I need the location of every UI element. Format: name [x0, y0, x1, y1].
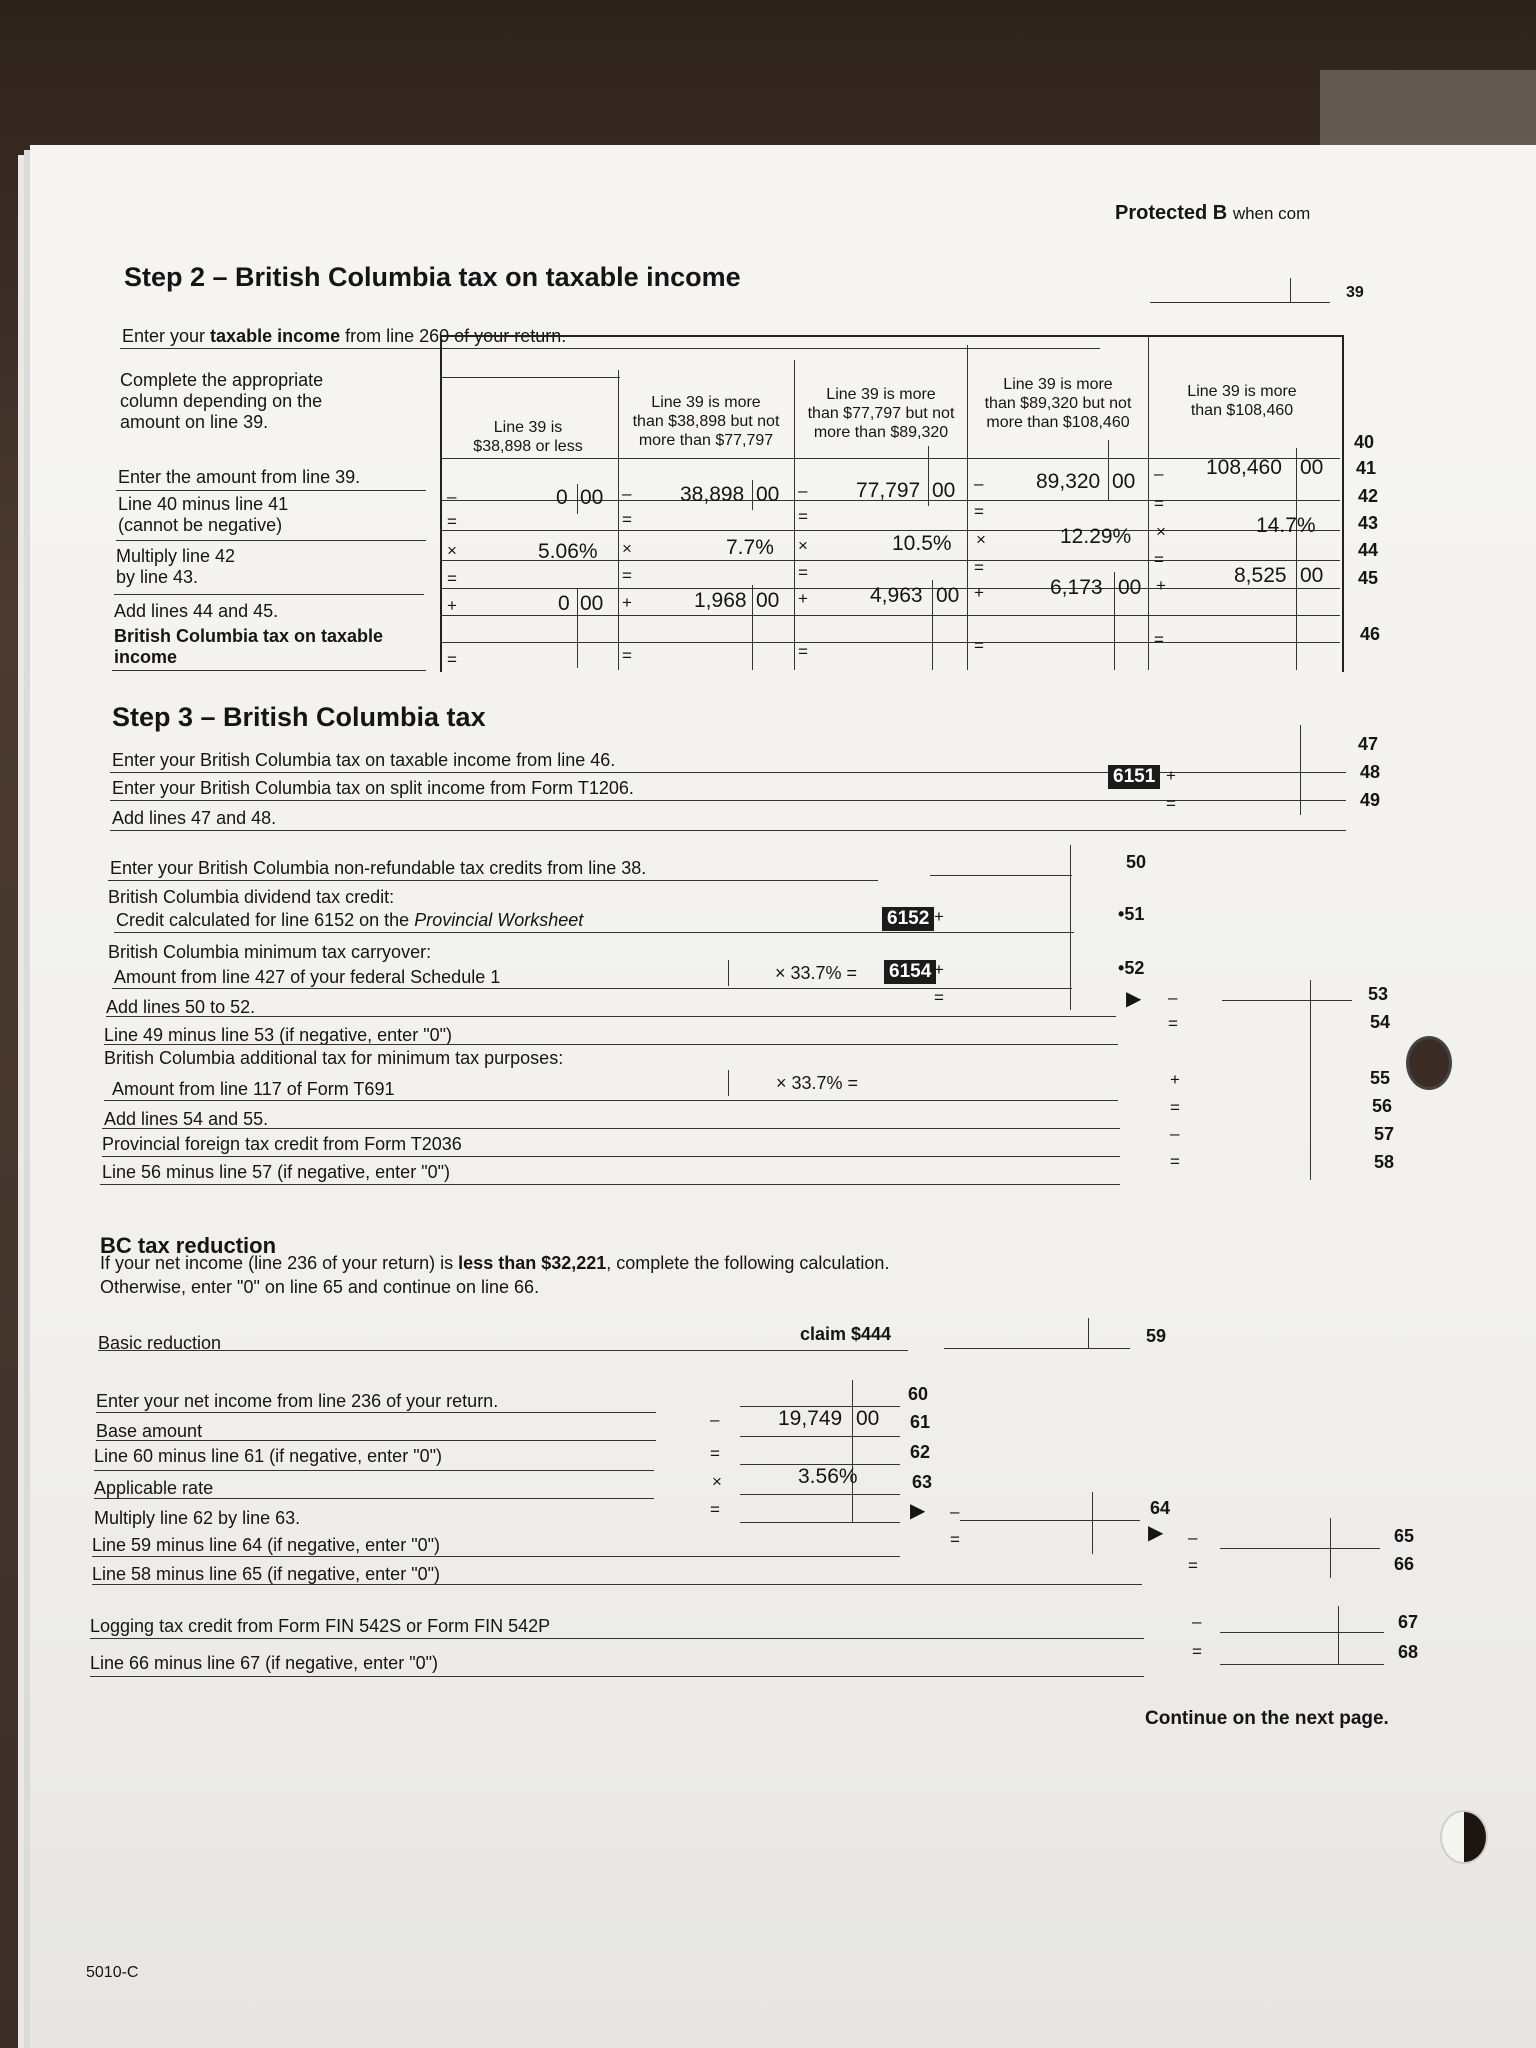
rule	[102, 1128, 1120, 1129]
base-tax-cents: 00	[756, 589, 780, 612]
base-tax-cents: 00	[936, 584, 960, 607]
line-55-label: Amount from line 117 of Form T691	[112, 1079, 395, 1099]
col-divider	[618, 370, 619, 670]
line-number-52: •52	[1118, 958, 1145, 978]
rule	[94, 1498, 654, 1499]
cents-divider	[1300, 725, 1301, 815]
equals-symbol: =	[447, 512, 457, 531]
rule	[440, 458, 1340, 459]
step2-instruction: Complete the appropriate column depending on the amount on line 39.	[120, 370, 324, 432]
minus-symbol: –	[1154, 464, 1164, 483]
cents-divider	[577, 588, 578, 668]
base-tax-cents: 00	[1300, 564, 1324, 587]
rule	[100, 1184, 1120, 1185]
field-59-rule	[944, 1348, 1130, 1349]
rule	[116, 540, 426, 541]
line-48-label: Enter your British Columbia tax on split income from Form T1206.	[112, 778, 634, 798]
field-39-rule	[1150, 302, 1330, 303]
column-divider	[1070, 845, 1071, 1010]
rule	[440, 530, 1340, 531]
line-number-53: 53	[1368, 984, 1389, 1004]
line-66-label: Line 58 minus line 65 (if negative, enter "0")	[92, 1564, 440, 1584]
threshold-value: 77,797	[856, 479, 921, 502]
minus-symbol: –	[1168, 988, 1178, 1007]
cents-divider	[1338, 1606, 1339, 1664]
rule	[96, 1412, 656, 1413]
claim-444: claim $444	[800, 1324, 892, 1344]
line-50-label: Enter your British Columbia non-refundable tax credits from line 38.	[110, 858, 647, 878]
times-symbol: ×	[622, 539, 632, 558]
base-tax-value: 1,968	[694, 589, 747, 612]
minus-symbol: –	[950, 1502, 960, 1521]
continue-next-page: Continue on the next page.	[1145, 1708, 1389, 1729]
equals-symbol: =	[974, 636, 984, 655]
step3-title: Step 3 – British Columbia tax	[112, 702, 486, 732]
minus-symbol: –	[974, 474, 984, 493]
cents-divider	[1296, 448, 1297, 670]
col-divider	[794, 360, 795, 670]
col-header-2: Line 39 is more than $38,898 but not more than $77,797	[632, 394, 780, 449]
cents-divider	[752, 585, 753, 670]
threshold-value: 89,320	[1036, 470, 1101, 493]
times-symbol: ×	[712, 1472, 722, 1491]
base-amount-value: 19,749	[778, 1407, 843, 1430]
line-68-label: Line 66 minus line 67 (if negative, enter "0")	[90, 1653, 438, 1673]
line-54-label: Line 49 minus line 53 (if negative, enter "0")	[104, 1025, 452, 1045]
rate-value: 7.7%	[726, 536, 774, 559]
line-number-49: 49	[1360, 790, 1381, 810]
threshold-cents: 00	[1300, 456, 1324, 479]
threshold-value: 0	[556, 486, 568, 509]
rule	[102, 1156, 1120, 1157]
line-55-heading: British Columbia additional tax for minimum tax purposes:	[104, 1048, 564, 1068]
plus-symbol: +	[974, 583, 984, 602]
equals-symbol: =	[622, 510, 632, 529]
line-number-50: 50	[1126, 852, 1147, 872]
cents-divider	[577, 484, 578, 514]
equals-symbol: =	[974, 502, 984, 521]
rule	[116, 490, 426, 491]
plus-symbol: +	[798, 589, 808, 608]
equals-symbol: =	[1188, 1556, 1198, 1575]
line-65-label: Line 59 minus line 64 (if negative, enter "0")	[92, 1535, 440, 1555]
line-number-48: 48	[1360, 762, 1381, 782]
cents-divider	[1092, 1492, 1093, 1554]
equals-symbol: =	[622, 566, 632, 585]
step2-intro: Enter your taxable income from line 260 of your return.	[122, 326, 567, 346]
plus-symbol: +	[622, 593, 632, 612]
cents-divider	[852, 1380, 853, 1522]
minus-symbol: –	[622, 484, 632, 503]
equals-symbol: =	[798, 507, 808, 526]
line-47-label: Enter your British Columbia tax on taxable income from line 46.	[112, 750, 616, 770]
times-symbol: ×	[798, 536, 808, 555]
cents-divider	[1108, 440, 1109, 500]
multiplier-33-7: × 33.7% =	[775, 963, 858, 983]
rule	[740, 1436, 900, 1437]
rule	[440, 377, 620, 378]
row-label-41: Line 40 minus line 41 (cannot be negative)	[118, 494, 289, 535]
field-divider	[728, 1070, 729, 1096]
line-number-57: 57	[1374, 1124, 1395, 1144]
base-tax-value: 0	[558, 592, 570, 615]
rule	[90, 1676, 1144, 1677]
rate-value: 10.5%	[892, 532, 952, 555]
line-52-heading: British Columbia minimum tax carryover:	[108, 942, 432, 962]
multiplier-33-7: × 33.7% =	[776, 1073, 859, 1093]
equals-symbol: =	[798, 642, 808, 661]
binder-hole	[1406, 1036, 1452, 1090]
equals-symbol: =	[1170, 1152, 1180, 1171]
times-symbol: ×	[447, 541, 457, 560]
minus-symbol: –	[1170, 1124, 1180, 1143]
minus-symbol: –	[710, 1410, 720, 1429]
equals-symbol: =	[1192, 1642, 1202, 1661]
rule	[112, 670, 426, 671]
cents-divider	[932, 580, 933, 670]
line-number-58: 58	[1374, 1152, 1395, 1172]
threshold-cents: 00	[580, 486, 604, 509]
line-52-label: Amount from line 427 of your federal Schedule 1	[114, 967, 501, 987]
row-label-42: Multiply line 42 by line 43.	[116, 546, 236, 587]
rule	[112, 988, 1072, 989]
line-number-51: •51	[1118, 904, 1145, 924]
line-56-label: Add lines 54 and 55.	[104, 1109, 269, 1129]
times-symbol: ×	[1156, 522, 1166, 541]
line-number-62: 62	[910, 1442, 931, 1462]
line-64-label: Multiply line 62 by line 63.	[94, 1508, 301, 1528]
arrow-right-icon: ▶	[1126, 988, 1142, 1010]
equals-symbol: =	[1154, 550, 1164, 569]
threshold-cents: 00	[932, 479, 956, 502]
rule	[1220, 1632, 1384, 1633]
cents-divider	[928, 446, 929, 506]
equals-symbol: =	[1154, 494, 1164, 513]
base-tax-value: 6,173	[1050, 576, 1103, 599]
reduction-intro: If your net income (line 236 of your return) is less than $32,221, complete the following calculation.	[100, 1253, 890, 1273]
rule	[1220, 1664, 1384, 1665]
cents-divider	[1310, 980, 1311, 1180]
cents-divider	[1330, 1518, 1331, 1578]
base-tax-cents: 00	[580, 592, 604, 615]
base-amount-cents: 00	[856, 1407, 880, 1430]
equals-symbol: =	[622, 646, 632, 665]
line-number-46: 46	[1360, 624, 1381, 644]
line-number-68: 68	[1398, 1642, 1419, 1662]
field-divider	[728, 960, 729, 986]
line-number-45: 45	[1358, 568, 1379, 588]
equals-symbol: =	[950, 1530, 960, 1549]
times-symbol: ×	[976, 530, 986, 549]
line-60-label: Enter your net income from line 236 of your return.	[96, 1391, 499, 1411]
threshold-value: 38,898	[680, 483, 745, 506]
plus-symbol: +	[1170, 1070, 1180, 1089]
rule	[440, 642, 1340, 643]
equals-symbol: =	[1168, 1014, 1178, 1033]
rule	[92, 1584, 1142, 1585]
rule	[740, 1494, 900, 1495]
minus-symbol: –	[447, 487, 457, 506]
plus-symbol: +	[934, 960, 944, 979]
minus-symbol: –	[798, 481, 808, 500]
rate-value: 12.29%	[1060, 525, 1132, 548]
rule	[114, 594, 424, 595]
rate-value: 5.06%	[538, 540, 598, 563]
line-number-59: 59	[1146, 1326, 1167, 1346]
line-number-65: 65	[1394, 1526, 1415, 1546]
line-number-56: 56	[1372, 1096, 1393, 1116]
rule	[96, 1440, 656, 1441]
minus-symbol: –	[1188, 1528, 1198, 1547]
line-number-66: 66	[1394, 1554, 1415, 1574]
line-53-label: Add lines 50 to 52.	[106, 997, 256, 1017]
line-number-60: 60	[908, 1384, 929, 1404]
plus-symbol: +	[934, 907, 944, 926]
row-label-46: British Columbia tax on taxable income	[114, 626, 384, 667]
rule	[1220, 1548, 1380, 1549]
rule	[440, 615, 1340, 616]
equals-symbol: =	[1166, 794, 1176, 813]
line-number-42: 42	[1358, 486, 1379, 506]
col-header-4: Line 39 is more than $89,320 but not more than $108,460	[984, 376, 1132, 431]
col-header-3: Line 39 is more than $77,797 but not more than $89,320	[807, 386, 955, 441]
line-number-54: 54	[1370, 1012, 1391, 1032]
code-6151: 6151	[1108, 765, 1160, 789]
binder-hole	[1440, 1810, 1488, 1864]
threshold-cents: 00	[756, 483, 780, 506]
base-tax-value: 8,525	[1234, 564, 1287, 587]
line-number-44: 44	[1358, 540, 1379, 560]
line-number-43: 43	[1358, 513, 1379, 533]
arrow-right-icon: ▶	[910, 1500, 926, 1522]
cents-divider	[1114, 572, 1115, 670]
line-67-label: Logging tax credit from Form FIN 542S or Form FIN 542P	[90, 1616, 551, 1636]
field-50-rule	[930, 875, 1072, 876]
line-57-label: Provincial foreign tax credit from Form T2036	[102, 1134, 462, 1154]
rate-value: 14.7%	[1256, 514, 1316, 537]
line-61-label: Base amount	[96, 1421, 203, 1441]
basic-reduction-label: Basic reduction	[98, 1333, 222, 1353]
rule	[110, 800, 1346, 801]
col-divider	[1148, 335, 1149, 670]
line-number-41: 41	[1356, 458, 1377, 478]
col-header-1: Line 39 is $38,898 or less	[473, 419, 583, 455]
line-62-label: Line 60 minus line 61 (if negative, enter "0")	[94, 1446, 442, 1466]
base-tax-value: 4,963	[870, 584, 923, 607]
rule	[104, 1100, 1118, 1101]
line-number-40: 40	[1354, 432, 1375, 452]
plus-symbol: +	[447, 596, 457, 615]
code-6154: 6154	[884, 960, 936, 984]
base-tax-cents: 00	[1118, 576, 1142, 599]
line-63-label: Applicable rate	[94, 1478, 214, 1498]
line-49-label: Add lines 47 and 48.	[112, 808, 277, 828]
rule	[740, 1522, 900, 1523]
rule	[90, 1638, 1144, 1639]
cents-divider	[1088, 1318, 1089, 1348]
line-number-55: 55	[1370, 1068, 1391, 1088]
line-number-47: 47	[1358, 734, 1379, 754]
equals-symbol: =	[1154, 630, 1164, 649]
col-divider	[967, 345, 968, 670]
line-51-heading: British Columbia dividend tax credit:	[108, 887, 395, 907]
code-6152: 6152	[882, 907, 934, 931]
equals-symbol: =	[974, 558, 984, 577]
reduction-title: BC tax reduction	[100, 1233, 277, 1258]
rule	[110, 830, 1346, 831]
equals-symbol: =	[447, 569, 457, 588]
minus-symbol: –	[1192, 1612, 1202, 1631]
rule	[94, 1470, 654, 1471]
equals-symbol: =	[710, 1444, 720, 1463]
line-51-label: Credit calculated for line 6152 on the Provincial Worksheet	[116, 910, 584, 930]
line-number-67: 67	[1398, 1612, 1419, 1632]
equals-symbol: =	[798, 563, 808, 582]
rule	[960, 1520, 1140, 1521]
row-label-44: Add lines 44 and 45.	[114, 601, 279, 621]
line-number-64: 64	[1150, 1498, 1171, 1518]
rule	[114, 932, 1074, 933]
col-header-5: Line 39 is more than $108,460	[1187, 383, 1297, 419]
equals-symbol: =	[1170, 1098, 1180, 1117]
row-label-40: Enter the amount from line 39.	[118, 467, 361, 487]
cents-divider	[752, 480, 753, 510]
threshold-cents: 00	[1112, 470, 1136, 493]
rule	[104, 1044, 1118, 1045]
rule	[108, 880, 878, 881]
protected-label: Protected B when com	[1115, 202, 1311, 224]
line-number-61: 61	[910, 1412, 931, 1432]
step2-title: Step 2 – British Columbia tax on taxable income	[124, 262, 741, 292]
equals-symbol: =	[710, 1500, 720, 1519]
equals-symbol: =	[934, 988, 944, 1007]
field-39-divider	[1290, 278, 1291, 302]
line-58-label: Line 56 minus line 57 (if negative, enter "0")	[102, 1162, 450, 1182]
line-number-63: 63	[912, 1472, 933, 1492]
rule	[92, 1556, 900, 1557]
rule	[98, 1350, 908, 1351]
rule	[106, 1016, 1116, 1017]
form-id: 5010-C	[86, 1964, 139, 1981]
arrow-right-icon: ▶	[1148, 1522, 1164, 1544]
line-number-39: 39	[1346, 284, 1364, 301]
threshold-value: 108,460	[1206, 456, 1282, 479]
plus-symbol: +	[1156, 576, 1166, 595]
rule	[1222, 1000, 1352, 1001]
plus-symbol: +	[1166, 766, 1176, 785]
rule	[110, 772, 1346, 773]
equals-symbol: =	[447, 650, 457, 669]
reduction-intro-2: Otherwise, enter "0" on line 65 and continue on line 66.	[100, 1277, 540, 1297]
applicable-rate-value: 3.56%	[798, 1465, 858, 1488]
